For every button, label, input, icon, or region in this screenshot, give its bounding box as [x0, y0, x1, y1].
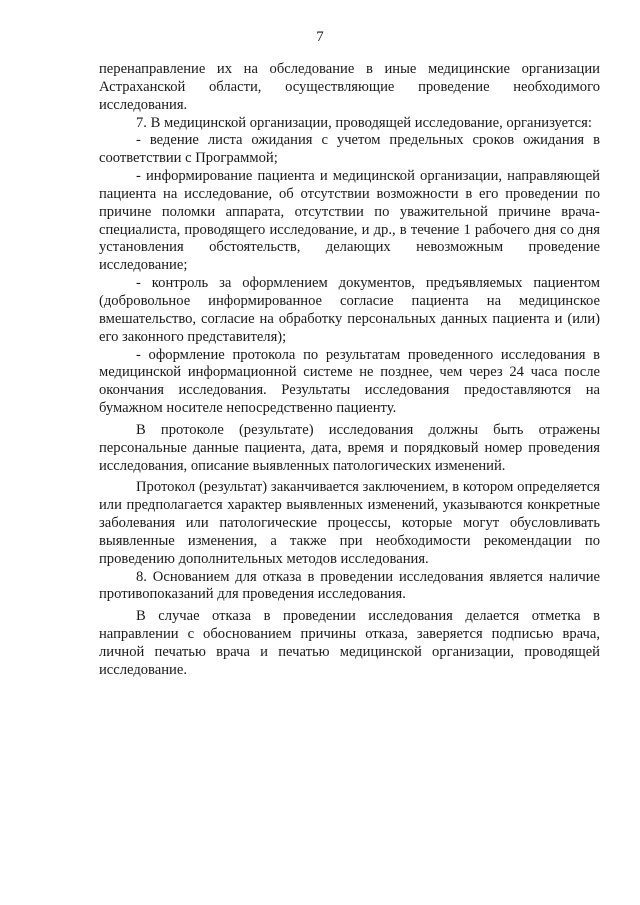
list-item-waiting-list: - ведение листа ожидания с учетом предельных сроков ожидания в соответствии с Программой;	[99, 132, 600, 167]
paragraph-item-7: 7. В медицинской организации, проводящей исследование, организуется:	[136, 114, 592, 131]
page-number: 7	[316, 29, 324, 45]
list-item-document-control: - контроль за оформлением документов, предъявляемых пациентом (добровольное информированное согласие пациента на медицинское вмешательство, согласие на обработку персональных данных пациента и (или) его законного представителя);	[99, 275, 600, 345]
paragraph-protocol-content: В протоколе (результате) исследования должны быть отражены персональные данные пациента, дата, время и порядковый номер проведения исследования, описание выявленных патологических изменений.	[99, 421, 600, 474]
paragraph-item-8: 8. Основанием для отказа в проведении исследования является наличие противопоказаний для проведения исследования.	[99, 568, 600, 603]
list-item-informing: - информирование пациента и медицинской организации, направляющей пациента на исследование, об отсутствии возможности в его проведении по причине поломки аппарата, отсутствии по уважительной причине врача-специалиста, проводящего исследование, и др., в течение 1 рабочего дня со дня установления обстоятельств, делающих невозможным проведение исследование;	[99, 168, 600, 274]
paragraph-refusal: В случае отказа в проведении исследования делается отметка в направлении с обоснованием причины отказа, заверяется подписью врача, личной печатью врача и печатью медицинской организации, проводящей исследование.	[99, 608, 600, 678]
paragraph-continuation: перенаправление их на обследование в иные медицинские организации Астраханской области, осуществляющие проведение необходимого исследования.	[99, 61, 600, 113]
document-body	[99, 61, 600, 680]
paragraph-protocol-conclusion: Протокол (результат) заканчивается заключением, в котором определяется или предполагается характер выявленных изменений, указываются конкретные заболевания или патологические процессы, которые могут обусловливать выявленные изменения, а также при необходимости рекомендации по проведению дополнительных методов исследования.	[99, 479, 600, 567]
list-item-protocol: - оформление протокола по результатам проведенного исследования в медицинской информационной системе не позднее, чем через 24 часа после окончания исследования. Результаты исследования предоставляются на бумажном носителе непосредственно пациенту.	[99, 346, 600, 417]
